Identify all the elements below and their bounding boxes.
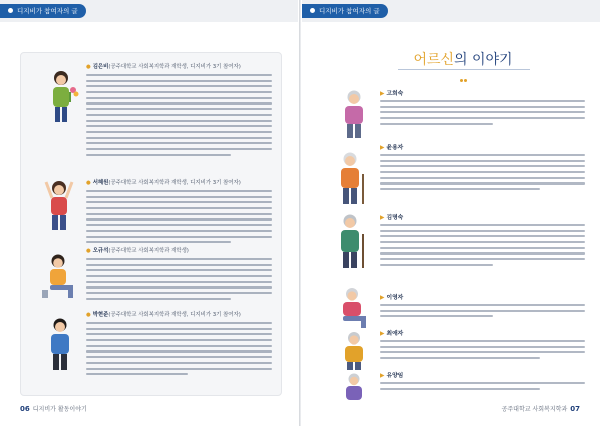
essay-author-role: (공주대학교 사회복지학과 재학생, 디지비가 3기 참여자) xyxy=(108,312,241,318)
elder-story-entry xyxy=(380,214,585,270)
tag-dot-icon xyxy=(8,8,13,13)
bullet-icon: ● xyxy=(86,64,91,70)
essay-text xyxy=(86,322,272,375)
tag-dot-icon xyxy=(310,8,315,13)
left-section-tag-label: 디지비가 참여자의 글 xyxy=(17,7,78,15)
elder-name xyxy=(380,144,585,152)
left-section-tag xyxy=(0,4,86,18)
footer-text: 공주대학교 사회복지학과 xyxy=(501,406,568,413)
title-dots-icon xyxy=(460,67,468,72)
elder-story-text xyxy=(380,224,585,266)
elder-story-text xyxy=(380,340,585,359)
essay-entry xyxy=(86,312,272,379)
essay-author-role: (공주대학교 사회복지학과 재학생, 디지비가 3기 참여자) xyxy=(108,64,241,70)
essay-author-role: (공주대학교 사회복지학과 재학생, 디지비가 3기 참여자) xyxy=(108,180,241,186)
participant-illustration xyxy=(38,252,80,300)
elder-name-label: 김명숙 xyxy=(386,215,404,221)
elder-story-entry xyxy=(380,330,585,363)
bullet-icon: ▶ xyxy=(380,373,385,379)
left-page-footer xyxy=(20,404,87,413)
essay-author xyxy=(86,312,272,319)
bullet-icon: ▶ xyxy=(380,91,385,97)
elder-name xyxy=(380,214,585,222)
essay-text xyxy=(86,258,272,300)
elder-illustration xyxy=(328,212,374,270)
elder-story-text xyxy=(380,100,585,125)
participant-illustration xyxy=(36,178,82,232)
elder-illustration xyxy=(334,88,374,140)
essay-author-name: 김은비 xyxy=(92,64,109,70)
elder-story-text xyxy=(380,154,585,190)
elder-name-label: 유양임 xyxy=(386,373,404,379)
elder-illustration xyxy=(336,372,372,402)
essay-author xyxy=(86,248,272,255)
page-title-rest: 의 이야기 xyxy=(454,52,513,68)
elder-story-entry xyxy=(380,90,585,128)
right-section-tag-label: 디지비가 참여자의 글 xyxy=(319,7,380,15)
bullet-icon: ▶ xyxy=(380,295,385,301)
essay-author-name: 오규석 xyxy=(92,248,109,254)
elder-story-entry xyxy=(380,294,585,321)
elder-story-entry xyxy=(380,372,585,393)
right-section-tag xyxy=(302,4,388,18)
essay-author xyxy=(86,180,272,187)
elder-name xyxy=(380,372,585,380)
elder-name-label: 고희숙 xyxy=(386,91,404,97)
essay-entry xyxy=(86,180,272,247)
page-title xyxy=(388,49,538,69)
elder-name xyxy=(380,90,585,98)
elder-name-label: 윤용자 xyxy=(386,145,404,151)
participant-illustration xyxy=(40,316,80,372)
bullet-icon: ● xyxy=(86,248,91,254)
bullet-icon: ▶ xyxy=(380,331,385,337)
elder-name-label: 최애자 xyxy=(386,331,404,337)
bullet-icon: ▶ xyxy=(380,145,385,151)
essay-author-role: (공주대학교 사회복지학과 재학생) xyxy=(108,248,189,254)
essay-entry xyxy=(86,248,272,304)
elder-name xyxy=(380,294,585,302)
page-number: 07 xyxy=(570,405,580,413)
page-number: 06 xyxy=(20,405,30,413)
right-page-footer xyxy=(502,404,580,413)
essay-author-name: 박현준 xyxy=(92,312,109,318)
elder-name-label: 이영자 xyxy=(386,295,404,301)
elder-name xyxy=(380,330,585,338)
elder-story-text xyxy=(380,382,585,390)
essay-entry xyxy=(86,64,272,159)
participant-illustration xyxy=(40,68,82,124)
elder-story-entry xyxy=(380,144,585,194)
bullet-icon: ● xyxy=(86,180,91,186)
elder-illustration xyxy=(330,150,374,206)
elder-story-text xyxy=(380,304,585,317)
bullet-icon: ● xyxy=(86,312,91,318)
essay-text xyxy=(86,74,272,156)
bullet-icon: ▶ xyxy=(380,215,385,221)
page-title-accent: 어르신 xyxy=(413,52,455,68)
page-gutter xyxy=(299,0,301,426)
essay-author-name: 서혜원 xyxy=(92,180,109,186)
elder-illustration xyxy=(334,330,374,370)
essay-text xyxy=(86,190,272,243)
elder-illustration xyxy=(332,286,374,330)
essay-author xyxy=(86,64,272,71)
footer-text: 디지비가 활동이야기 xyxy=(32,406,87,413)
